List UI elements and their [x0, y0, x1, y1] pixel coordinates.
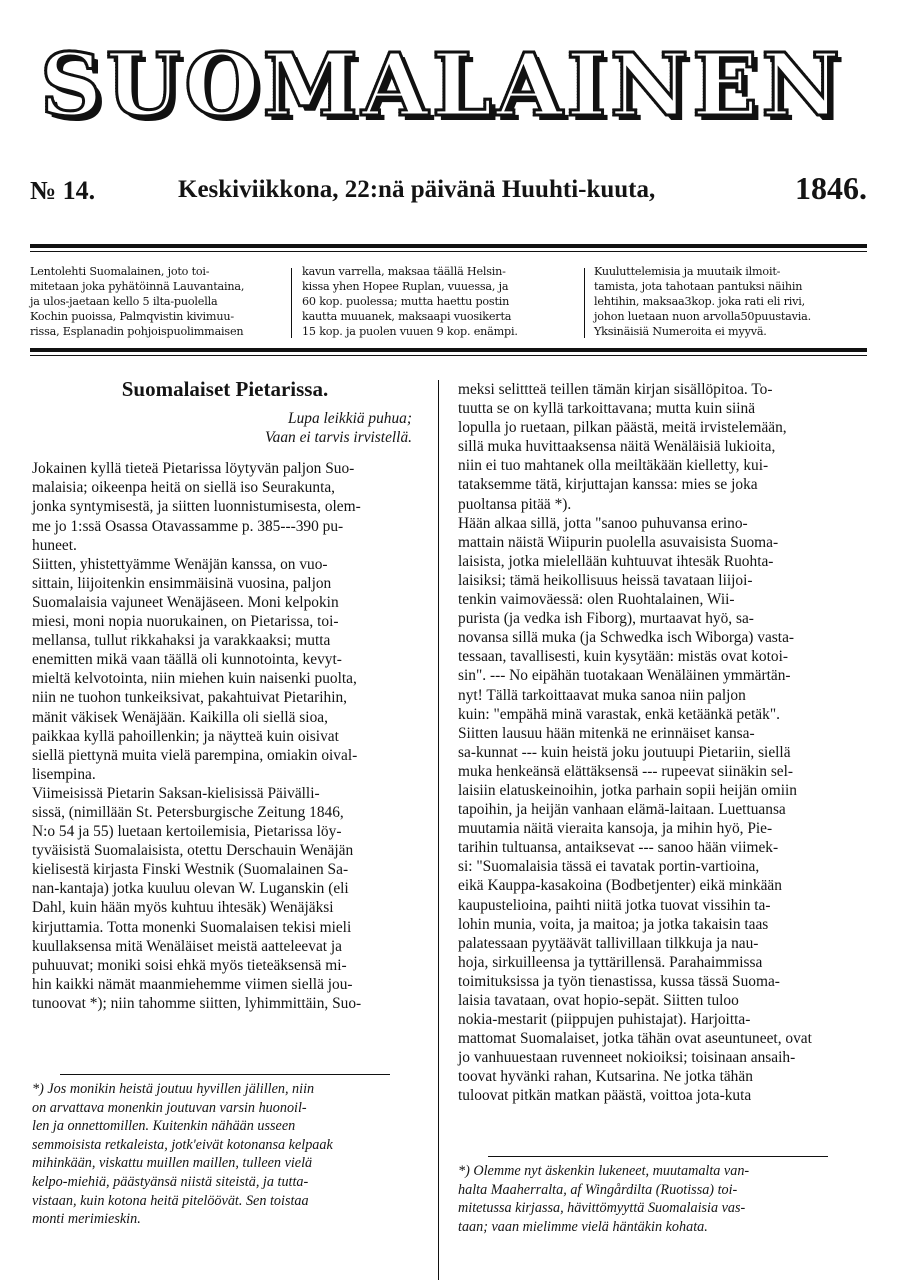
issue-date: Keskiviikkona, 22:nä päivänä Huuhti-kuuta, [178, 176, 656, 203]
article-paragraph: Siitten lausuu hään mitenkä ne erinnäiset kansa- sa-kunnat --- kuin heistä joku joutuupi Pietariin, siellä muka henkeänsä elättäksensä --- rupeevat siinäkin sel- laisiin elatuskeinoihin, jotka parhain sopii heijän omiin tapoihin, ja heijän vanhaan elämä-laitaan. Luettuansa muutamia näitä vieraita kansoja, ja mihin hyö, Pie- tarihin tultuansa, antaiksevat --- sanoo hään viimek- si: "Suomalaisia tässä ei tavatak portin-vartioina, eikä Kauppa-kasakoina (Bodbetjenter) eikä minkään kaupustelioina, paihti niitä jotka tuovat vissihin ta- lohin munia, voita, ja maitoa; ja jotka takaisin taas palatessaan pyytäävät tallivillaan tilkkuja ja nau- hoja, sirkuilleensa ja tyttärillensä. Parahaimmissa toimituksissa ja työn tienastissa, kussa tässä Suoma- laisia tavataan, ovat hopio-sepät. Siitten tuloo nokia-mestarit (piippujen puhistajat). Harjoitta- mattomat Suomalaiset, jotka tähän ovat aseuntuneet, ovat jo vanhuuestaan ruvenneet nokioiksi; toisinaan ansaih- toovat hyvänki rahan, Kutsarina. Ne jotka tähän tuloovat pitkän matkan päästä, voittoa jota-kuta [458, 724, 812, 1105]
top-rule-thin [30, 251, 867, 252]
masthead-letter: N [761, 35, 840, 136]
issue-number: № 14. [30, 176, 96, 205]
top-rule [30, 244, 867, 248]
issue-year: 1846. [795, 170, 867, 206]
masthead-letter: U [105, 35, 181, 136]
info-column-3: Kuuluttelemisia ja muutaik ilmoit- tamista, jota tahotaan pantuksi näihin lehtihin, maksaa3kop. joka rati eli rivi, johon luetaan nuon arvolla50puustavia. Yksinäisiä Numeroita ei myyvä. [594, 265, 811, 338]
masthead-letter: I [566, 35, 607, 136]
info-divider [584, 268, 585, 338]
article-paragraph: Hään alkaa sillä, jotta "sanoo puhuvansa erino- mattain näistä Wiipurin puolella asuvaisista Suoma- laisista, jotka mielellään kuhtuuvat ihtesäk Ruohta- laisiksi; tämä heikollisuus heissä tavataan liijoi- tenkin vaimoväessä: olen Ruohtalainen, Wii- purista (ja vedka ish Fiborg), murtaavat hyö, sa- novansa sillä muka (ja Schwedka isch Wiborga) vasta- tessaan, tavallisesti, kuin kysytään: mistäs ovat kotoi- sin". --- No eipähän tuotakaan Wenäläinen ymmärtän- nyt! Tällä tarkoittaavat muka sanoa niin paljon kuin: "empähä minä varastak, enkä ketäänkä petäk". [458, 514, 795, 723]
masthead-letter: A [361, 35, 429, 136]
article-paragraph: meksi selittteä teillen tämän kirjan sisällöpitoa. To- tuutta se on kyllä tarkoittavana; mutta kuin siinä lopulla jo ruetaan, pilkan päästä, meitä irvistelemään, sillä muka huvittaaksensa näitä Wenäläisiä lukioita, niin ei tuo mahtanek olla meiltäkään kielletty, kui- tataksemme tätä, kirjuttajan kanssa: mies se joka puoltansa pitää *). [458, 381, 787, 513]
column-divider [438, 380, 439, 1280]
article-right-column [458, 380, 868, 1106]
article-paragraph: Siitten, yhistettyämme Wenäjän kanssa, on vuo- sittain, liijoitenkin ensimmäisinä vuosina, paljon Suomalaisia vajuneet Wenäjäseen. Moni kelpokin miesi, moni nopia nuorukainen, on Pietarissa, toi- mellansa, tullut rikkahaksi ja varakkaaksi; mutta enemitten mikä vaan täällä oli kunnotointa, kevyt- mieltä kelvotointa, niin miehen kuin naisenki puolta, niin ne tuohon tunkeiksivat, pakahtuivat Pietarihin, mänit väkisek Wenäjään. Kaikilla oli siellä sioa, paikkaa kyllä pahoillenkin; ja näytteä kuin oisivat siellä piettynä muita vielä parempina, omiakin oival- lisempina. [32, 555, 358, 783]
article-paragraph: Jokainen kyllä tieteä Pietarissa löytyvän paljon Suo- malaisia; oikeenpa heitä on siellä iso Seurakunta, jonka syntymisestä, ja siitten luonnistumisesta, olem- me jo 1:ssä Osassa Otavassamme p. 385---390 pu- huneet. [32, 460, 361, 554]
masthead-letter: E [692, 35, 758, 136]
footnote-left [32, 1080, 418, 1229]
info-column-2: kavun varrella, maksaa täällä Helsin- kissa yhen Hopee Ruplan, vuuessa, ja 60 kop. puolessa; mutta haettu postin kautta muuanek, maksaapi vuosikerta 15 kop. ja puolen vuuen 9 kop. enämpi. [302, 265, 518, 338]
footnote-text: *) Jos monikin heistä joutuu hyvillen jälillen, niin on arvattava monenkin joutuvan varsin huonoil- len ja onnettomillen. Kuitenkin nähään usseen semmoisista retkaleista, jotk'eivät kotonansa kelpaak mihinkään, viskattu muillen maillen, tulleen vielä kelpo-miehiä, päästyänsä niistä siteistä, ja tutta- vistaan, kuin kotona heitä pitelöövät. Sen toistaa monti merimieskin. [32, 1081, 333, 1228]
issue-line [30, 170, 867, 210]
info-rule-thin [30, 355, 867, 356]
footnote-rule [488, 1156, 828, 1157]
article-left-column [32, 374, 418, 1013]
masthead-letter: O [184, 35, 260, 136]
info-rule [30, 348, 867, 352]
masthead-letter: N [610, 35, 689, 136]
footnote-right [458, 1162, 868, 1236]
article-motto: Lupa leikkiä puhua; Vaan ei tarvis irvistellä. [264, 410, 412, 447]
masthead-letter: M [262, 35, 358, 136]
masthead-title [40, 35, 840, 136]
footnote-rule [60, 1074, 390, 1075]
masthead-letter: L [431, 35, 493, 136]
info-divider [291, 268, 292, 338]
article-title: Suomalaiset Pietarissa. [121, 377, 329, 401]
masthead-letter: S [40, 35, 103, 136]
footnote-text: *) Olemme nyt äskenkin lukeneet, muutamalta van- halta Maaherralta, af Wingårdilta (Ruotissa) toi- mitetussa kirjassa, hävittömyyttä Suomalaisia vas- taan; vaan mielimme vielä häntäkin kohata. [458, 1163, 750, 1235]
info-column-1: Lentolehti Suomalainen, joto toi- mitetaan joka pyhätöinnä Lauvantaina, ja ulos-jaetaan kello 5 ilta-puolella Kochin puoissa, Palmqvistin kivimuu- rissa, Esplanadin pohjoispuolimmaisen [30, 265, 245, 338]
masthead-letter: A [495, 35, 563, 136]
article-paragraph: Viimeisissä Pietarin Saksan-kielisissä Päivälli- sissä, (nimillään St. Petersburgische Zeitung 1846, N:o 54 ja 55) luetaan kertoilemisia, Pietarissa löy- tyväisistä Suomalaisista, otettu Derschauin Wenäjän kielisestä kirjasta Finski Westnik (Suomalainen Sa- nan-kantaja) jotka kuuluu olevan W. Luganskin (eli Dahl, kuin hään myös kuhtuu ihtesäk) Wenäjäksi kirjuttamia. Totta monenki Suomalaisen tekisi mieli kuullaksensa mitä Wenäläiset meistä aatteleevat ja puhuuvat; moniki soisi ehkä myös tieteäksensä mi- hin kaikki nämät maanmiehemme viimen siellä jou- tunoovat *); niin tahomme siitten, lyhimmittäin, Suo- [32, 784, 362, 1012]
